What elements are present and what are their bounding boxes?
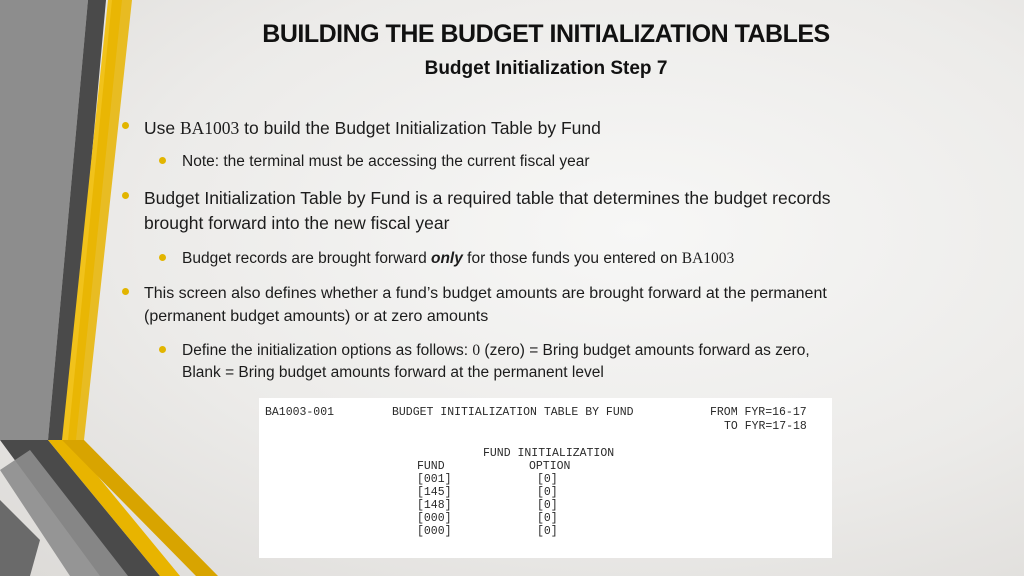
sub-bullet-options: Define the initialization options as follows: 0 (zero) = Bring budget amounts forward as zero, Blank = Bring budget amounts forward at the permanent level [182, 340, 810, 384]
bullet-dot [122, 192, 129, 199]
fund-field[interactable]: [148] [417, 499, 452, 512]
option-field[interactable]: [0] [537, 525, 558, 538]
sub-bullet-note: Note: the terminal must be accessing the current fiscal year [182, 151, 590, 173]
slide-subtitle: Budget Initialization Step 7 [424, 58, 668, 79]
slide-title: BUILDING THE BUDGET INITIALIZATION TABLES [262, 20, 830, 48]
column-header-fund: FUND [417, 460, 445, 473]
program-code: BA1003 [681, 250, 735, 267]
option-field[interactable]: [0] [537, 499, 558, 512]
option-field[interactable]: [0] [537, 473, 558, 486]
column-header-option: OPTION [529, 460, 571, 473]
column-header-top: FUND INITIALIZATION [483, 447, 615, 460]
program-code: BA1003 [179, 118, 240, 138]
option-field[interactable]: [0] [537, 512, 558, 525]
sub-bullet-records-only: Budget records are brought forward only for those funds you entered on BA1003 [182, 248, 734, 270]
bullet-dot [159, 254, 166, 261]
fund-field[interactable]: [145] [417, 486, 452, 499]
to-fyr: TO FYR=17-18 [724, 420, 807, 433]
screen-id: BA1003-001 [265, 406, 335, 419]
fund-field[interactable]: [001] [417, 473, 452, 486]
screen-title: BUDGET INITIALIZATION TABLE BY FUND [392, 406, 634, 419]
bullet-dot [159, 157, 166, 164]
bullet-use-ba1003: Use BA1003 to build the Budget Initialization Table by Fund [144, 116, 601, 141]
bullet-dot [122, 288, 129, 295]
fund-field[interactable]: [000] [417, 512, 452, 525]
bullet-dot [122, 122, 129, 129]
bullet-screen-defines: This screen also defines whether a fund’s budget amounts are brought forward at the permanent (permanent budget amounts) or at zero amounts [144, 282, 827, 328]
option-field[interactable]: [0] [537, 486, 558, 499]
bullet-dot [159, 346, 166, 353]
fund-field[interactable]: [000] [417, 525, 452, 538]
bullet-required-table: Budget Initialization Table by Fund is a required table that determines the budget records brought forward into the new fiscal year [144, 186, 831, 236]
terminal-screenshot [259, 398, 832, 558]
from-fyr: FROM FYR=16-17 [710, 406, 807, 419]
